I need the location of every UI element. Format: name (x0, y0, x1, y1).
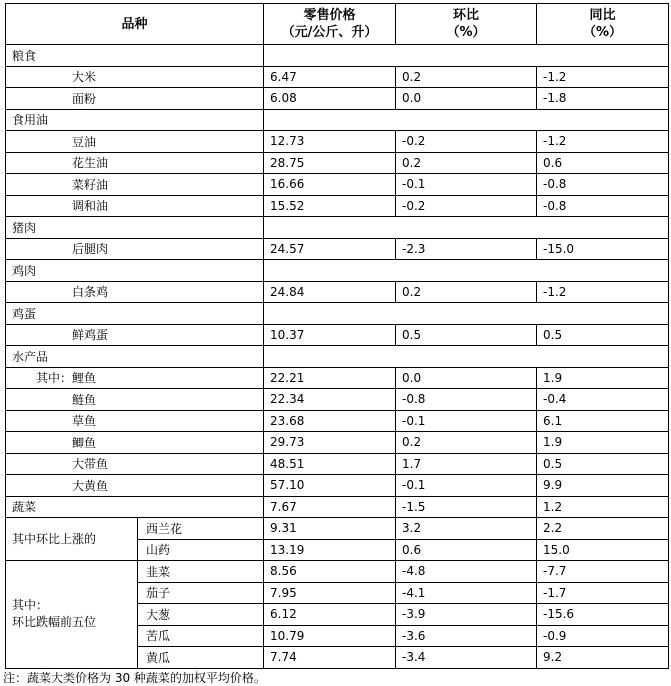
empty-cell (264, 45, 669, 67)
header-variety-label: 品种 (121, 16, 148, 32)
item-name: 调和油 (6, 195, 264, 217)
price-cell: 16.66 (264, 174, 396, 196)
header-mom-line2: （%） (446, 25, 486, 40)
item-name: 韭菜 (138, 561, 264, 583)
yoy-cell: -7.7 (537, 561, 669, 583)
yoy-cell: -1.7 (537, 582, 669, 604)
price-cell: 29.73 (264, 432, 396, 454)
table-row (6, 389, 669, 411)
yoy-cell: 15.0 (537, 539, 669, 561)
table-row (6, 561, 669, 583)
mom-cell: -3.4 (396, 647, 537, 669)
table-row (6, 496, 669, 518)
item-name: 大带鱼 (6, 453, 264, 475)
yoy-cell: 9.2 (537, 647, 669, 669)
yoy-cell: -1.8 (537, 88, 669, 110)
falling_group-label (6, 561, 138, 669)
yoy-cell: 0.6 (537, 152, 669, 174)
table-row (6, 152, 669, 174)
item-name: 白条鸡 (6, 281, 264, 303)
item-name: 花生油 (6, 152, 264, 174)
rising_group-label: 其中环比上涨的 (6, 518, 138, 561)
footnote: 注：蔬菜大类价格为 30 种蔬菜的加权平均价格。 (3, 671, 266, 685)
category-name: 鸡肉 (6, 260, 264, 282)
category-name: 鸡蛋 (6, 303, 264, 325)
item-name: 面粉 (6, 88, 264, 110)
yoy-cell: 1.9 (537, 432, 669, 454)
mom-cell: -3.9 (396, 604, 537, 626)
table-row (6, 88, 669, 110)
price-cell: 13.19 (264, 539, 396, 561)
price-cell: 7.74 (264, 647, 396, 669)
mom-cell: 0.0 (396, 88, 537, 110)
table-row (6, 324, 669, 346)
mom-cell: -0.1 (396, 174, 537, 196)
mom-cell: -4.1 (396, 582, 537, 604)
mom-cell: 3.2 (396, 518, 537, 540)
item-name: 大葱 (138, 604, 264, 626)
price-cell: 12.73 (264, 131, 396, 153)
mom-cell: 0.2 (396, 281, 537, 303)
price-cell: 9.31 (264, 518, 396, 540)
yoy-cell: 0.5 (537, 324, 669, 346)
mom-cell: -0.2 (396, 195, 537, 217)
table-row (6, 453, 669, 475)
yoy-cell: 1.9 (537, 367, 669, 389)
price-cell: 10.79 (264, 625, 396, 647)
item-name: 草鱼 (6, 410, 264, 432)
price-cell: 22.34 (264, 389, 396, 411)
empty-cell (264, 303, 669, 325)
mom-cell: -0.8 (396, 389, 537, 411)
category-name: 食用油 (6, 109, 264, 131)
mom-cell: -4.8 (396, 561, 537, 583)
yoy-cell: 6.1 (537, 410, 669, 432)
header-yoy-line2: （%） (583, 25, 623, 40)
yoy-cell: -0.8 (537, 195, 669, 217)
mom-cell: -1.5 (396, 496, 537, 518)
category-name: 粮食 (6, 45, 264, 67)
table-row (6, 131, 669, 153)
mom-cell: -2.3 (396, 238, 537, 260)
header-price-line1: 零售价格 (303, 8, 356, 23)
price-cell: 7.67 (264, 496, 396, 518)
mom-cell: -0.1 (396, 410, 537, 432)
table-row (6, 518, 669, 540)
header-mom-line1: 环比 (453, 8, 480, 23)
price-cell: 24.57 (264, 238, 396, 260)
item-name: 茄子 (138, 582, 264, 604)
category-name: 水产品 (6, 346, 264, 368)
header-row (6, 4, 669, 45)
empty-cell (264, 260, 669, 282)
item-name: 菜籽油 (6, 174, 264, 196)
category-row (6, 45, 669, 67)
header-yoy (537, 4, 669, 45)
yoy-cell: 0.5 (537, 453, 669, 475)
item-name: 西兰花 (138, 518, 264, 540)
mom-cell: 0.0 (396, 367, 537, 389)
table-row (6, 174, 669, 196)
mom-cell: 0.5 (396, 324, 537, 346)
item-name: 鲢鱼 (6, 389, 264, 411)
table-row (6, 66, 669, 88)
item-name: 大米 (6, 66, 264, 88)
table-row (6, 238, 669, 260)
header-price (264, 4, 396, 45)
item-name: 豆油 (6, 131, 264, 153)
item-name: 鲜鸡蛋 (6, 324, 264, 346)
item-name: 山药 (138, 539, 264, 561)
item-name: 黄瓜 (138, 647, 264, 669)
item-name: 后腿肉 (6, 238, 264, 260)
table-row (6, 410, 669, 432)
item-name: 其中：鲤鱼 (6, 367, 264, 389)
mom-cell: -3.6 (396, 625, 537, 647)
price-cell: 6.47 (264, 66, 396, 88)
category-row (6, 217, 669, 239)
yoy-cell: -0.9 (537, 625, 669, 647)
price-cell: 8.56 (264, 561, 396, 583)
falling-group-label-line1: 其中： (12, 598, 49, 613)
yoy-cell: -1.2 (537, 281, 669, 303)
falling-group-label-line2: 环比跌幅前五位 (12, 615, 97, 630)
table-row (6, 432, 669, 454)
mom-cell: -0.1 (396, 475, 537, 497)
item-name: 鲫鱼 (6, 432, 264, 454)
price-cell: 24.84 (264, 281, 396, 303)
mom-cell: -0.2 (396, 131, 537, 153)
yoy-cell: -1.2 (537, 66, 669, 88)
yoy-cell: -15.6 (537, 604, 669, 626)
price-cell: 23.68 (264, 410, 396, 432)
price-table-body (6, 4, 669, 669)
header-variety (6, 4, 264, 45)
price-cell: 48.51 (264, 453, 396, 475)
table-row (6, 367, 669, 389)
category-row (6, 260, 669, 282)
category-row (6, 346, 669, 368)
yoy-cell: 9.9 (537, 475, 669, 497)
yoy-cell: 2.2 (537, 518, 669, 540)
category-row (6, 303, 669, 325)
price-cell: 28.75 (264, 152, 396, 174)
empty-cell (264, 346, 669, 368)
price-cell: 7.95 (264, 582, 396, 604)
item-name: 大黄鱼 (6, 475, 264, 497)
table-row (6, 281, 669, 303)
mom-cell: 0.2 (396, 152, 537, 174)
price-cell: 15.52 (264, 195, 396, 217)
header-price-line2: （元/公斤、升） (281, 25, 378, 40)
yoy-cell: -1.2 (537, 131, 669, 153)
item-name: 蔬菜 (6, 496, 264, 518)
price-cell: 57.10 (264, 475, 396, 497)
header-yoy-line1: 同比 (589, 8, 616, 23)
price-cell: 10.37 (264, 324, 396, 346)
yoy-cell: 1.2 (537, 496, 669, 518)
price-cell: 6.08 (264, 88, 396, 110)
price-cell: 22.21 (264, 367, 396, 389)
yoy-cell: -0.8 (537, 174, 669, 196)
mom-cell: 0.2 (396, 432, 537, 454)
category-name: 猪肉 (6, 217, 264, 239)
table-row (6, 475, 669, 497)
yoy-cell: -0.4 (537, 389, 669, 411)
table-row (6, 195, 669, 217)
item-name: 苦瓜 (138, 625, 264, 647)
yoy-cell: -15.0 (537, 238, 669, 260)
empty-cell (264, 217, 669, 239)
category-row (6, 109, 669, 131)
mom-cell: 1.7 (396, 453, 537, 475)
empty-cell (264, 109, 669, 131)
price-cell: 6.12 (264, 604, 396, 626)
mom-cell: 0.6 (396, 539, 537, 561)
mom-cell: 0.2 (396, 66, 537, 88)
header-mom (396, 4, 537, 45)
price-table (5, 3, 669, 669)
